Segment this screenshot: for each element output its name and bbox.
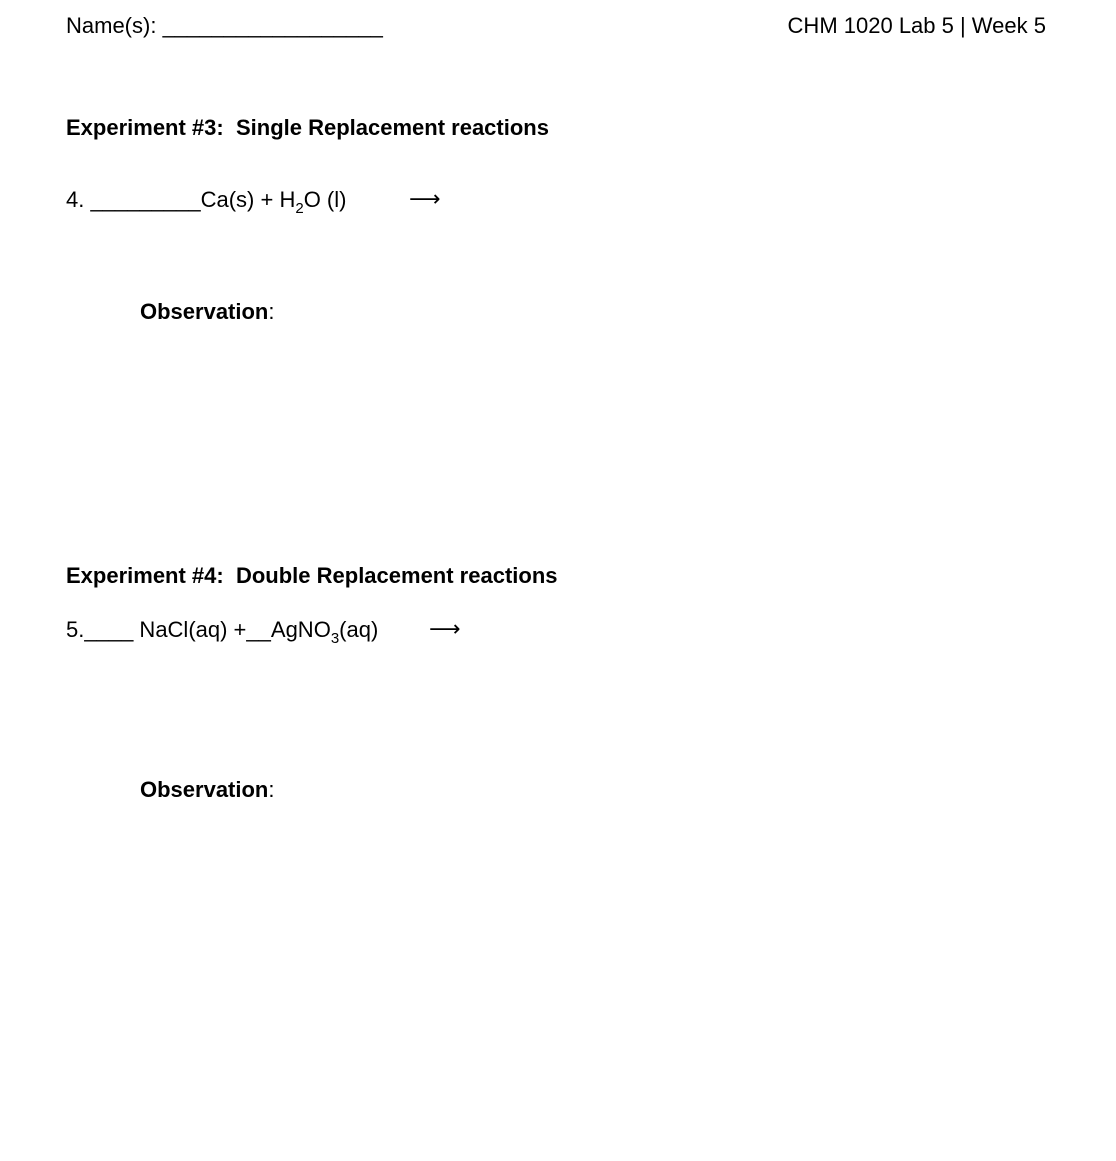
observation-3 (140, 301, 275, 323)
question-5-reactant2: AgNO (270, 617, 331, 642)
question-4-equation (66, 187, 347, 217)
course-title: CHM 1020 Lab 5 | Week 5 (787, 13, 1046, 38)
experiment4-heading-title: Double Replacement reactions (235, 563, 558, 588)
question-4-number: 4. (66, 187, 85, 212)
question-5-reactant2-tail: (aq) (339, 617, 379, 642)
question-4-subscript: 2 (295, 200, 304, 217)
question-5-subscript: 3 (330, 630, 340, 647)
names-blank: __________________ (162, 13, 383, 38)
question-4-reactant2: O (l) (303, 187, 347, 212)
experiment3-heading-title: Single Replacement reactions (235, 115, 549, 140)
observation-3-label: Observation (140, 299, 269, 324)
experiment3-heading-number: Experiment #3: (66, 115, 224, 140)
experiment3-heading (66, 117, 549, 139)
names-field (66, 15, 383, 37)
question-5-arrow-icon: ⟶ (429, 617, 461, 642)
question-4-reactant1: Ca(s) + H (200, 187, 296, 212)
question-5-equation (66, 617, 379, 647)
question-5-reactant1: NaCl(aq) + (133, 617, 247, 642)
question-4-arrow-icon: ⟶ (409, 187, 441, 212)
question-5-number: 5. (66, 617, 85, 642)
observation-3-colon: : (268, 299, 275, 324)
observation-4-colon: : (268, 777, 275, 802)
experiment4-heading-number: Experiment #4: (66, 563, 224, 588)
observation-4 (140, 779, 275, 801)
question-5-coefficient-blank-1: ____ (84, 617, 134, 642)
experiment4-heading (66, 565, 558, 587)
question-5-coefficient-blank-2: __ (246, 617, 271, 642)
observation-4-label: Observation (140, 777, 269, 802)
question-4-coefficient-blank: _________ (90, 187, 201, 212)
names-label: Name(s): (66, 13, 157, 38)
